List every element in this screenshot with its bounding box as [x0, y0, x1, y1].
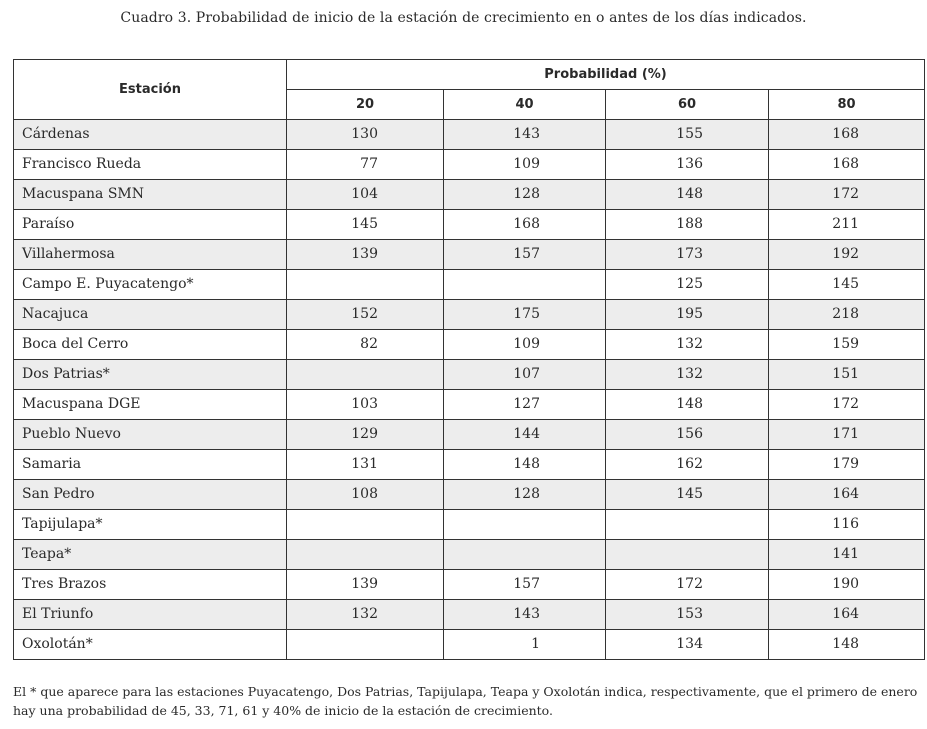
probability-value-cell: 132 — [606, 330, 769, 360]
probability-value-cell: 134 — [606, 630, 769, 660]
probability-value-cell: 179 — [769, 450, 925, 480]
probability-value-cell — [444, 540, 606, 570]
footnote: El * que aparece para las estaciones Puyacatengo, Dos Patrias, Tapijulapa, Teapa y Oxolotán indica, respectivamente, que el primero de enero hay una probabilidad de 45, 33, 71, 61 y 40% de inicio de la estación de crecimiento. — [13, 684, 918, 718]
table-row — [14, 630, 925, 660]
probability-value-cell: 190 — [769, 570, 925, 600]
probability-value-cell: 148 — [444, 450, 606, 480]
probability-value-cell: 164 — [769, 480, 925, 510]
probability-value-cell: 157 — [444, 240, 606, 270]
probability-value-cell — [287, 510, 444, 540]
probability-group-header: Probabilidad (%) — [287, 60, 925, 90]
station-name-cell: Cárdenas — [14, 120, 287, 150]
probability-value-cell: 172 — [769, 390, 925, 420]
probability-value-cell: 108 — [287, 480, 444, 510]
station-name-cell: Paraíso — [14, 210, 287, 240]
probability-value-cell — [606, 540, 769, 570]
table-row — [14, 450, 925, 480]
probability-value-cell: 153 — [606, 600, 769, 630]
table-row — [14, 210, 925, 240]
table-row — [14, 420, 925, 450]
probability-value-cell: 107 — [444, 360, 606, 390]
probability-column-header: 80 — [769, 90, 925, 120]
probability-value-cell: 130 — [287, 120, 444, 150]
station-column-header: Estación — [14, 60, 287, 120]
probability-value-cell: 109 — [444, 330, 606, 360]
probability-value-cell: 148 — [769, 630, 925, 660]
probability-value-cell: 168 — [444, 210, 606, 240]
probability-value-cell: 131 — [287, 450, 444, 480]
probability-value-cell: 82 — [287, 330, 444, 360]
station-name-cell: Dos Patrias* — [14, 360, 287, 390]
table-row — [14, 480, 925, 510]
probability-value-cell — [444, 270, 606, 300]
table-row — [14, 120, 925, 150]
probability-value-cell — [606, 510, 769, 540]
probability-value-cell: 192 — [769, 240, 925, 270]
station-name-cell: Francisco Rueda — [14, 150, 287, 180]
probability-value-cell: 145 — [287, 210, 444, 240]
probability-table — [13, 59, 925, 660]
table-row — [14, 390, 925, 420]
probability-value-cell: 164 — [769, 600, 925, 630]
station-name-cell: Boca del Cerro — [14, 330, 287, 360]
probability-value-cell: 162 — [606, 450, 769, 480]
probability-value-cell: 175 — [444, 300, 606, 330]
probability-value-cell: 143 — [444, 120, 606, 150]
probability-value-cell: 172 — [606, 570, 769, 600]
probability-value-cell: 129 — [287, 420, 444, 450]
probability-value-cell — [287, 630, 444, 660]
table-row — [14, 570, 925, 600]
probability-value-cell: 168 — [769, 150, 925, 180]
probability-column-header: 40 — [444, 90, 606, 120]
table-row — [14, 360, 925, 390]
probability-value-cell — [287, 270, 444, 300]
probability-value-cell: 104 — [287, 180, 444, 210]
probability-value-cell: 103 — [287, 390, 444, 420]
station-name-cell: Macuspana SMN — [14, 180, 287, 210]
probability-value-cell: 77 — [287, 150, 444, 180]
probability-value-cell: 1 — [444, 630, 606, 660]
probability-value-cell: 151 — [769, 360, 925, 390]
probability-value-cell: 139 — [287, 570, 444, 600]
probability-value-cell — [444, 510, 606, 540]
probability-value-cell: 143 — [444, 600, 606, 630]
station-name-cell: San Pedro — [14, 480, 287, 510]
probability-value-cell — [287, 360, 444, 390]
station-name-cell: Nacajuca — [14, 300, 287, 330]
probability-value-cell — [287, 540, 444, 570]
probability-value-cell: 152 — [287, 300, 444, 330]
probability-value-cell: 168 — [769, 120, 925, 150]
station-name-cell: Oxolotán* — [14, 630, 287, 660]
table-row — [14, 150, 925, 180]
probability-value-cell: 173 — [606, 240, 769, 270]
station-name-cell: Macuspana DGE — [14, 390, 287, 420]
table-row — [14, 300, 925, 330]
probability-value-cell: 211 — [769, 210, 925, 240]
probability-value-cell: 136 — [606, 150, 769, 180]
table-body — [14, 120, 925, 660]
probability-value-cell: 127 — [444, 390, 606, 420]
probability-value-cell: 195 — [606, 300, 769, 330]
table-row — [14, 540, 925, 570]
probability-value-cell: 155 — [606, 120, 769, 150]
probability-value-cell: 145 — [769, 270, 925, 300]
probability-column-header: 20 — [287, 90, 444, 120]
probability-value-cell: 116 — [769, 510, 925, 540]
probability-value-cell: 128 — [444, 480, 606, 510]
probability-value-cell: 132 — [287, 600, 444, 630]
station-name-cell: Samaria — [14, 450, 287, 480]
probability-value-cell: 171 — [769, 420, 925, 450]
station-name-cell: Tres Brazos — [14, 570, 287, 600]
probability-value-cell: 128 — [444, 180, 606, 210]
station-name-cell: Teapa* — [14, 540, 287, 570]
table-row — [14, 270, 925, 300]
station-name-cell: Pueblo Nuevo — [14, 420, 287, 450]
table-caption: Cuadro 3. Probabilidad de inicio de la estación de crecimiento en o antes de los días indicados. — [120, 10, 807, 26]
probability-value-cell: 188 — [606, 210, 769, 240]
probability-value-cell: 109 — [444, 150, 606, 180]
table-row — [14, 600, 925, 630]
probability-value-cell: 132 — [606, 360, 769, 390]
probability-value-cell: 148 — [606, 390, 769, 420]
table-row — [14, 180, 925, 210]
probability-value-cell: 145 — [606, 480, 769, 510]
probability-value-cell: 139 — [287, 240, 444, 270]
probability-value-cell: 125 — [606, 270, 769, 300]
station-name-cell: Tapijulapa* — [14, 510, 287, 540]
station-name-cell: Campo E. Puyacatengo* — [14, 270, 287, 300]
probability-value-cell: 156 — [606, 420, 769, 450]
probability-value-cell: 218 — [769, 300, 925, 330]
probability-value-cell: 148 — [606, 180, 769, 210]
probability-value-cell: 172 — [769, 180, 925, 210]
probability-value-cell: 157 — [444, 570, 606, 600]
probability-value-cell: 141 — [769, 540, 925, 570]
table-row — [14, 330, 925, 360]
table-row — [14, 510, 925, 540]
table-row — [14, 240, 925, 270]
probability-value-cell: 144 — [444, 420, 606, 450]
station-name-cell: Villahermosa — [14, 240, 287, 270]
probability-column-header: 60 — [606, 90, 769, 120]
station-name-cell: El Triunfo — [14, 600, 287, 630]
probability-value-cell: 159 — [769, 330, 925, 360]
